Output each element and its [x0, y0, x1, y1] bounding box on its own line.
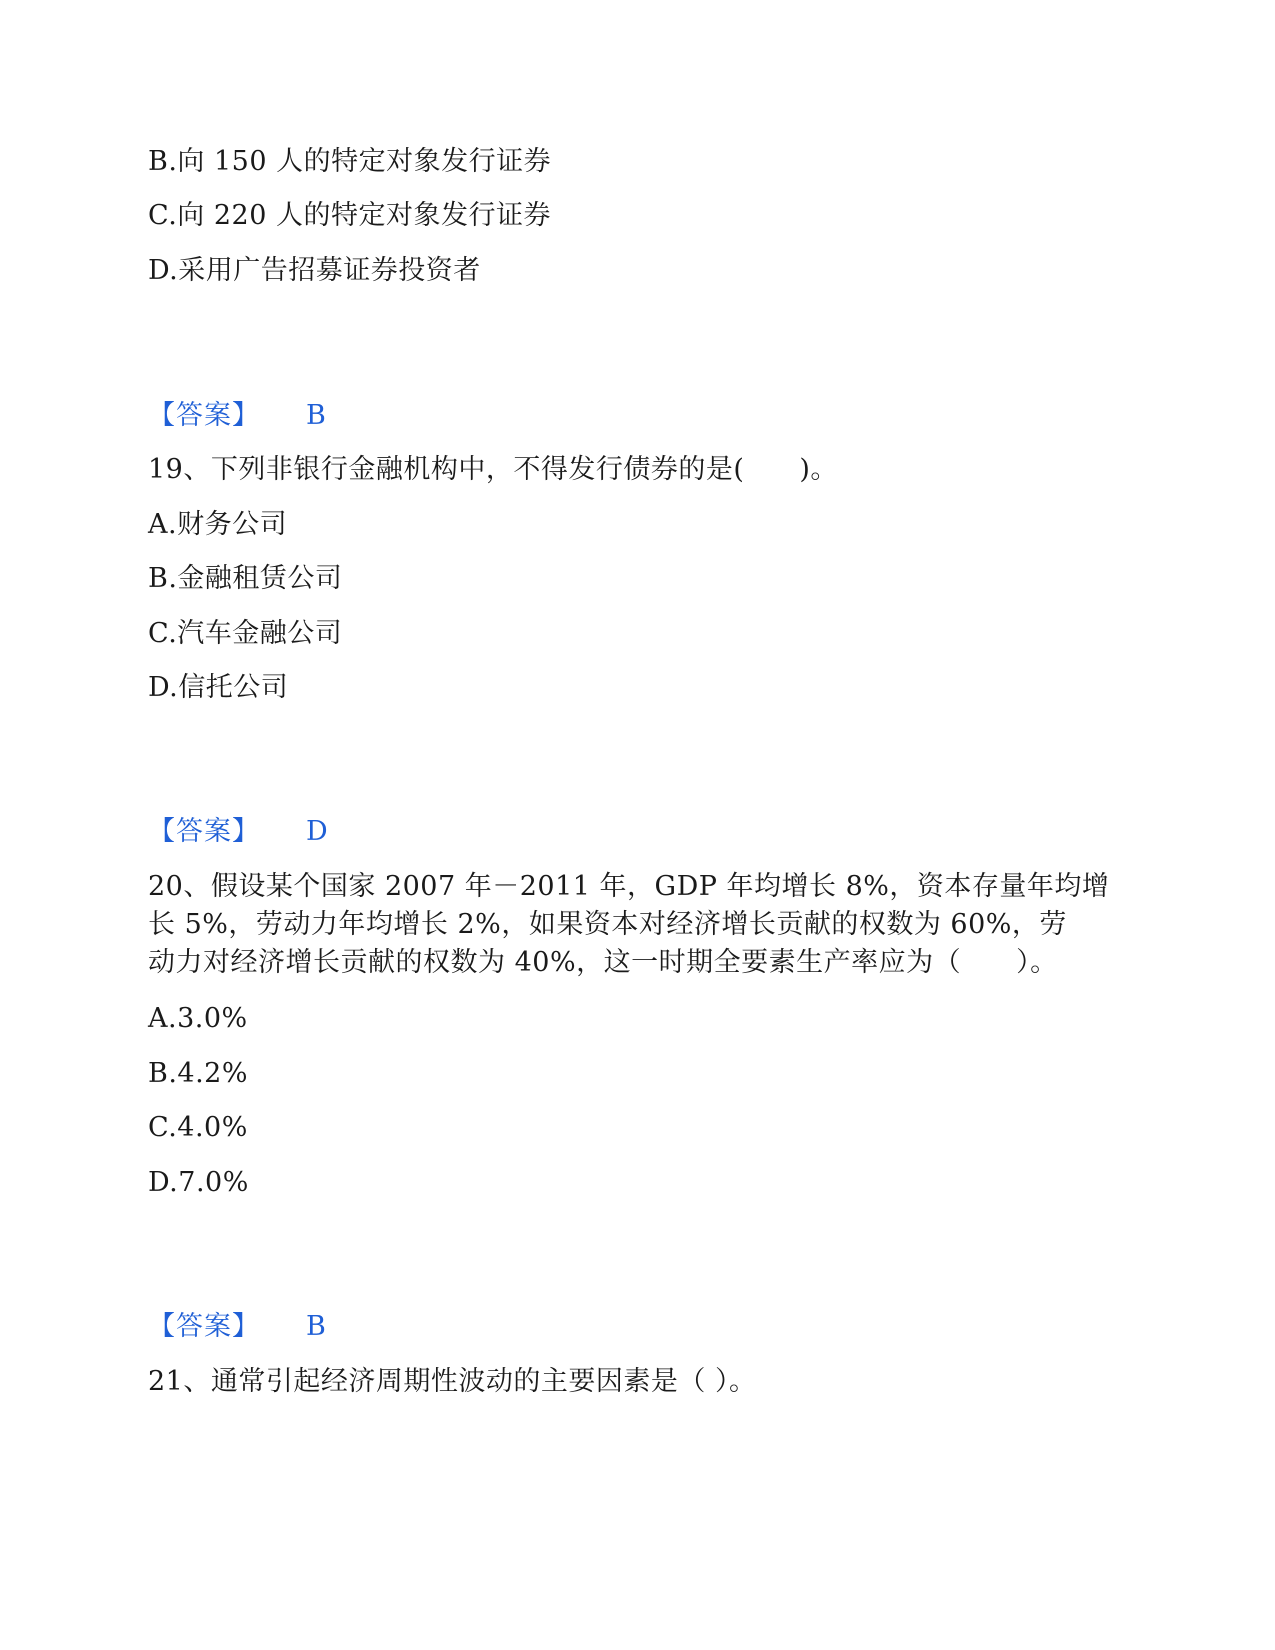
q21-stem: 21、通常引起经济周期性波动的主要因素是（ ）。 [148, 1366, 757, 1397]
q20-answer [148, 1309, 326, 1345]
answer-label: 【答案】 [148, 816, 260, 847]
q19-stem: 19、下列非银行金融机构中，不得发行债券的是( )。 [148, 454, 838, 485]
answer-value: D [306, 816, 328, 847]
answer-value: B [306, 400, 326, 431]
q18-option-d: D.采用广告招募证券投资者 [148, 255, 481, 286]
q19-option-d: D.信托公司 [148, 672, 289, 703]
q20-option-a: A.3.0% [148, 1003, 248, 1034]
answer-value: B [306, 1311, 326, 1342]
answer-label: 【答案】 [148, 1311, 260, 1342]
q20-option-b: B.4.2% [148, 1058, 249, 1089]
q20-stem-line-2: 长 5%，劳动力年均增长 2%，如果资本对经济增长贡献的权数为 60%，劳 [148, 909, 1067, 940]
q20-option-c: C.4.0% [148, 1112, 248, 1143]
q18-answer [148, 398, 326, 434]
q19-answer [148, 814, 328, 850]
q19-option-a: A.财务公司 [148, 509, 288, 540]
q20-stem-line-3: 动力对经济增长贡献的权数为 40%，这一时期全要素生产率应为（ ）。 [148, 947, 1058, 978]
q18-option-c: C.向 220 人的特定对象发行证券 [148, 200, 551, 231]
q20-option-d: D.7.0% [148, 1167, 249, 1198]
q19-option-b: B.金融租赁公司 [148, 563, 343, 594]
q19-option-c: C.汽车金融公司 [148, 618, 343, 649]
answer-label: 【答案】 [148, 400, 260, 431]
q20-stem-line-1: 20、假设某个国家 2007 年－2011 年，GDP 年均增长 8%，资本存量年均增 [148, 871, 1110, 902]
q18-option-b: B.向 150 人的特定对象发行证券 [148, 146, 552, 177]
